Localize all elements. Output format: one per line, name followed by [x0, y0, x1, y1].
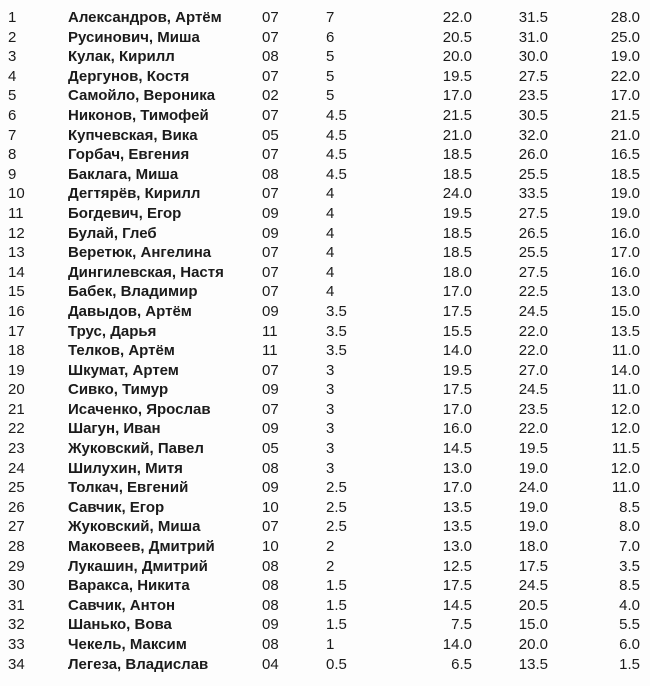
- tiebreak-2-cell: 26.5: [518, 224, 548, 242]
- tiebreak-2-cell: 27.5: [518, 67, 548, 85]
- score-cell: 5: [326, 67, 335, 85]
- tiebreak-2-cell: 22.0: [518, 342, 548, 360]
- tiebreak-1-cell: 7.5: [451, 616, 472, 634]
- name-cell: Шилухин, Митя: [68, 459, 183, 477]
- name-cell: Дегтярёв, Кирилл: [68, 185, 201, 203]
- tiebreak-2-cell: 19.5: [518, 440, 548, 458]
- class-cell: 07: [262, 67, 279, 85]
- class-cell: 11: [262, 342, 278, 360]
- tiebreak-1-cell: 13.0: [442, 538, 472, 556]
- tiebreak-2-cell: 22.5: [518, 283, 548, 301]
- tiebreak-2-cell: 23.5: [518, 400, 548, 418]
- tiebreak-2-cell: 26.0: [518, 146, 548, 164]
- tiebreak-2-cell: 20.5: [518, 596, 548, 614]
- score-cell: 2.5: [326, 518, 347, 536]
- score-cell: 4.5: [326, 165, 347, 183]
- score-cell: 4.5: [326, 146, 347, 164]
- tiebreak-2-cell: 20.0: [518, 636, 548, 653]
- tiebreak-1-cell: 14.5: [442, 440, 472, 458]
- tiebreak-3-cell: 19.0: [610, 48, 640, 66]
- table-row: [0, 557, 650, 577]
- class-cell: 09: [262, 204, 279, 222]
- class-cell: 08: [262, 577, 279, 595]
- class-cell: 08: [262, 636, 279, 653]
- score-cell: 3: [326, 440, 335, 458]
- tiebreak-1-cell: 18.5: [442, 244, 472, 262]
- tiebreak-3-cell: 21.0: [610, 126, 640, 144]
- tiebreak-3-cell: 21.5: [610, 106, 640, 124]
- tiebreak-1-cell: 19.5: [442, 67, 472, 85]
- class-cell: 05: [262, 126, 279, 144]
- score-cell: 1.5: [326, 616, 347, 634]
- score-cell: 2: [326, 538, 335, 556]
- score-cell: 4: [326, 263, 335, 281]
- score-cell: 1: [326, 636, 335, 653]
- tiebreak-3-cell: 19.0: [610, 204, 640, 222]
- tiebreak-2-cell: 18.0: [518, 538, 548, 556]
- name-cell: Александров, Артём: [68, 9, 222, 26]
- rank-cell: 5: [8, 87, 17, 105]
- class-cell: 07: [262, 518, 279, 536]
- score-cell: 3.5: [326, 302, 347, 320]
- table-row: [0, 165, 650, 185]
- table-row: [0, 126, 650, 146]
- table-row: [0, 537, 650, 557]
- rank-cell: 18: [8, 342, 25, 360]
- class-cell: 09: [262, 479, 279, 497]
- class-cell: 09: [262, 616, 279, 634]
- class-cell: 09: [262, 420, 279, 438]
- tiebreak-2-cell: 19.0: [518, 459, 548, 477]
- tiebreak-3-cell: 7.0: [619, 538, 640, 556]
- table-row: [0, 655, 650, 675]
- class-cell: 08: [262, 165, 279, 183]
- tiebreak-2-cell: 25.5: [518, 244, 548, 262]
- class-cell: 05: [262, 440, 279, 458]
- rank-cell: 13: [8, 244, 25, 262]
- rank-cell: 4: [8, 67, 17, 85]
- table-row: [0, 596, 650, 616]
- score-cell: 3.5: [326, 342, 347, 360]
- class-cell: 07: [262, 28, 279, 46]
- tiebreak-1-cell: 14.0: [442, 636, 472, 653]
- tiebreak-1-cell: 20.5: [442, 28, 472, 46]
- table-row: [0, 615, 650, 635]
- name-cell: Варакса, Никита: [68, 577, 190, 595]
- name-cell: Исаченко, Ярослав: [68, 400, 211, 418]
- name-cell: Трус, Дарья: [68, 322, 157, 340]
- class-cell: 08: [262, 596, 279, 614]
- tiebreak-2-cell: 31.5: [518, 9, 548, 26]
- tiebreak-2-cell: 24.5: [518, 381, 548, 399]
- tiebreak-3-cell: 25.0: [610, 28, 640, 46]
- table-row: [0, 302, 650, 322]
- tiebreak-3-cell: 14.0: [610, 361, 640, 379]
- class-cell: 10: [262, 538, 279, 556]
- score-cell: 2.5: [326, 479, 347, 497]
- tiebreak-3-cell: 11.5: [611, 440, 640, 458]
- name-cell: Савчик, Егор: [68, 498, 165, 516]
- rank-cell: 16: [8, 302, 25, 320]
- rank-cell: 9: [8, 165, 17, 183]
- tiebreak-1-cell: 17.0: [442, 400, 472, 418]
- tiebreak-1-cell: 19.5: [442, 204, 472, 222]
- tiebreak-1-cell: 17.5: [442, 302, 472, 320]
- score-cell: 3: [326, 381, 335, 399]
- class-cell: 04: [262, 655, 279, 673]
- tiebreak-2-cell: 17.5: [518, 557, 548, 575]
- name-cell: Маковеев, Дмитрий: [68, 538, 215, 556]
- rank-cell: 1: [8, 9, 17, 26]
- table-row: [0, 400, 650, 420]
- tiebreak-1-cell: 18.5: [442, 165, 472, 183]
- score-cell: 4.5: [326, 126, 347, 144]
- tiebreak-2-cell: 22.0: [518, 322, 548, 340]
- tiebreak-3-cell: 28.0: [610, 9, 640, 26]
- rank-cell: 32: [8, 616, 25, 634]
- table-row: [0, 459, 650, 479]
- name-cell: Жуковский, Павел: [68, 440, 204, 458]
- name-cell: Шагун, Иван: [68, 420, 161, 438]
- rank-cell: 15: [8, 283, 25, 301]
- tiebreak-3-cell: 11.0: [611, 479, 640, 497]
- tiebreak-2-cell: 25.5: [518, 165, 548, 183]
- name-cell: Савчик, Антон: [68, 596, 176, 614]
- table-row: [0, 478, 650, 498]
- class-cell: 09: [262, 302, 279, 320]
- tiebreak-3-cell: 12.0: [610, 400, 640, 418]
- rank-cell: 3: [8, 48, 17, 66]
- table-row: [0, 243, 650, 263]
- tiebreak-2-cell: 27.0: [518, 361, 548, 379]
- tiebreak-1-cell: 21.5: [442, 106, 472, 124]
- tiebreak-3-cell: 19.0: [610, 185, 640, 203]
- class-cell: 10: [262, 498, 279, 516]
- score-cell: 6: [326, 28, 335, 46]
- score-cell: 3: [326, 420, 335, 438]
- tiebreak-3-cell: 12.0: [610, 459, 640, 477]
- rank-cell: 2: [8, 28, 17, 46]
- table-row: [0, 106, 650, 126]
- tiebreak-1-cell: 17.5: [442, 381, 472, 399]
- tiebreak-2-cell: 15.0: [518, 616, 548, 634]
- name-cell: Дергунов, Костя: [68, 67, 190, 85]
- tiebreak-2-cell: 27.5: [518, 204, 548, 222]
- class-cell: 08: [262, 48, 279, 66]
- table-row: [0, 224, 650, 244]
- score-cell: 3: [326, 400, 335, 418]
- name-cell: Дингилевская, Настя: [68, 263, 224, 281]
- table-row: [0, 184, 650, 204]
- rank-cell: 7: [8, 126, 17, 144]
- rank-cell: 33: [8, 636, 25, 653]
- table-row: [0, 517, 650, 537]
- score-cell: 5: [326, 87, 335, 105]
- tiebreak-3-cell: 1.5: [619, 655, 640, 673]
- table-row: [0, 8, 650, 28]
- score-cell: 4: [326, 204, 335, 222]
- tiebreak-3-cell: 8.5: [619, 577, 640, 595]
- score-cell: 2: [326, 557, 335, 575]
- rank-cell: 14: [8, 263, 25, 281]
- class-cell: 09: [262, 224, 279, 242]
- tiebreak-3-cell: 11.0: [611, 381, 640, 399]
- name-cell: Богдевич, Егор: [68, 204, 182, 222]
- tiebreak-3-cell: 16.5: [610, 146, 640, 164]
- name-cell: Давыдов, Артём: [68, 302, 192, 320]
- name-cell: Самойло, Вероника: [68, 87, 216, 105]
- tiebreak-1-cell: 24.0: [442, 185, 472, 203]
- tiebreak-2-cell: 30.0: [518, 48, 548, 66]
- tiebreak-2-cell: 31.0: [518, 28, 548, 46]
- rank-cell: 23: [8, 440, 25, 458]
- rank-cell: 6: [8, 106, 17, 124]
- tiebreak-1-cell: 15.5: [442, 322, 472, 340]
- name-cell: Жуковский, Миша: [68, 518, 201, 536]
- rank-cell: 10: [8, 185, 25, 203]
- name-cell: Веретюк, Ангелина: [68, 244, 212, 262]
- rank-cell: 27: [8, 518, 25, 536]
- rank-cell: 8: [8, 146, 17, 164]
- score-cell: 3: [326, 459, 335, 477]
- class-cell: 07: [262, 185, 279, 203]
- table-row: [0, 28, 650, 48]
- tiebreak-1-cell: 13.5: [442, 498, 472, 516]
- table-row: [0, 498, 650, 518]
- tiebreak-3-cell: 4.0: [619, 596, 640, 614]
- tiebreak-2-cell: 27.5: [518, 263, 548, 281]
- tiebreak-2-cell: 24.5: [518, 302, 548, 320]
- class-cell: 07: [262, 263, 279, 281]
- name-cell: Булай, Глеб: [68, 224, 157, 242]
- tiebreak-1-cell: 6.5: [451, 655, 472, 673]
- tiebreak-1-cell: 20.0: [442, 48, 472, 66]
- score-cell: 1.5: [326, 596, 347, 614]
- table-row: [0, 86, 650, 106]
- name-cell: Толкач, Евгений: [68, 479, 189, 497]
- tiebreak-3-cell: 3.5: [619, 557, 640, 575]
- table-row: [0, 341, 650, 361]
- table-row: [0, 322, 650, 342]
- rank-cell: 12: [8, 224, 25, 242]
- tiebreak-1-cell: 21.0: [442, 126, 472, 144]
- tiebreak-3-cell: 15.0: [610, 302, 640, 320]
- tiebreak-1-cell: 18.0: [442, 263, 472, 281]
- tiebreak-3-cell: 11.0: [611, 342, 640, 360]
- tiebreak-3-cell: 8.0: [619, 518, 640, 536]
- score-cell: 3: [326, 361, 335, 379]
- tiebreak-3-cell: 12.0: [610, 420, 640, 438]
- name-cell: Купчевская, Вика: [68, 126, 198, 144]
- tiebreak-1-cell: 19.5: [442, 361, 472, 379]
- score-cell: 5: [326, 48, 335, 66]
- table-body: [0, 8, 650, 674]
- tiebreak-3-cell: 13.5: [610, 322, 640, 340]
- tiebreak-2-cell: 13.5: [518, 655, 548, 673]
- rank-cell: 20: [8, 381, 25, 399]
- class-cell: 09: [262, 381, 279, 399]
- table-row: [0, 380, 650, 400]
- rank-cell: 30: [8, 577, 25, 595]
- score-cell: 4: [326, 283, 335, 301]
- score-cell: 3.5: [326, 322, 347, 340]
- table-row: [0, 282, 650, 302]
- table-row: [0, 576, 650, 596]
- name-cell: Шанько, Вова: [68, 616, 172, 634]
- tiebreak-1-cell: 13.5: [442, 518, 472, 536]
- score-cell: 4.5: [326, 106, 347, 124]
- name-cell: Легеза, Владислав: [68, 655, 209, 673]
- class-cell: 07: [262, 361, 279, 379]
- rank-cell: 26: [8, 498, 25, 516]
- table-row: [0, 263, 650, 283]
- class-cell: 07: [262, 283, 279, 301]
- name-cell: Кулак, Кирилл: [68, 48, 175, 66]
- tiebreak-3-cell: 13.0: [610, 283, 640, 301]
- class-cell: 07: [262, 400, 279, 418]
- tiebreak-1-cell: 17.5: [442, 577, 472, 595]
- table-row: [0, 145, 650, 165]
- tiebreak-2-cell: 19.0: [518, 498, 548, 516]
- table-row: [0, 67, 650, 87]
- table-row: [0, 419, 650, 439]
- rank-cell: 17: [8, 322, 25, 340]
- tiebreak-3-cell: 5.5: [619, 616, 640, 634]
- tiebreak-3-cell: 8.5: [619, 498, 640, 516]
- tiebreak-1-cell: 18.5: [442, 146, 472, 164]
- tiebreak-1-cell: 13.0: [442, 459, 472, 477]
- class-cell: 11: [262, 322, 278, 340]
- score-cell: 0.5: [326, 655, 347, 673]
- rank-cell: 31: [8, 596, 25, 614]
- tiebreak-1-cell: 17.0: [442, 479, 472, 497]
- class-cell: 07: [262, 9, 279, 26]
- tiebreak-2-cell: 24.5: [518, 577, 548, 595]
- tiebreak-3-cell: 17.0: [610, 87, 640, 105]
- name-cell: Телков, Артём: [68, 342, 175, 360]
- class-cell: 08: [262, 459, 279, 477]
- tiebreak-3-cell: 18.5: [610, 165, 640, 183]
- tiebreak-2-cell: 23.5: [518, 87, 548, 105]
- tiebreak-3-cell: 16.0: [610, 224, 640, 242]
- name-cell: Шкумат, Артем: [68, 361, 179, 379]
- tiebreak-1-cell: 14.0: [442, 342, 472, 360]
- name-cell: Сивко, Тимур: [68, 381, 169, 399]
- tiebreak-1-cell: 22.0: [442, 9, 472, 26]
- rank-cell: 22: [8, 420, 25, 438]
- tiebreak-3-cell: 17.0: [610, 244, 640, 262]
- class-cell: 08: [262, 557, 279, 575]
- class-cell: 07: [262, 244, 279, 262]
- tiebreak-1-cell: 17.0: [442, 87, 472, 105]
- score-cell: 4: [326, 185, 335, 203]
- rank-cell: 11: [8, 204, 24, 222]
- table-row: [0, 47, 650, 67]
- table-row: [0, 635, 650, 655]
- tiebreak-3-cell: 22.0: [610, 67, 640, 85]
- tiebreak-1-cell: 14.5: [442, 596, 472, 614]
- tiebreak-2-cell: 19.0: [518, 518, 548, 536]
- tiebreak-2-cell: 24.0: [518, 479, 548, 497]
- tiebreak-2-cell: 32.0: [518, 126, 548, 144]
- tiebreak-1-cell: 18.5: [442, 224, 472, 242]
- tiebreak-2-cell: 30.5: [518, 106, 548, 124]
- table-row: [0, 204, 650, 224]
- name-cell: Бабек, Владимир: [68, 283, 198, 301]
- rank-cell: 25: [8, 479, 25, 497]
- tiebreak-1-cell: 17.0: [442, 283, 472, 301]
- tiebreak-1-cell: 16.0: [442, 420, 472, 438]
- name-cell: Баклага, Миша: [68, 165, 179, 183]
- class-cell: 02: [262, 87, 279, 105]
- rank-cell: 28: [8, 538, 25, 556]
- rank-cell: 19: [8, 361, 25, 379]
- name-cell: Горбач, Евгения: [68, 146, 190, 164]
- tiebreak-2-cell: 22.0: [518, 420, 548, 438]
- score-cell: 1.5: [326, 577, 347, 595]
- name-cell: Никонов, Тимофей: [68, 106, 209, 124]
- tiebreak-2-cell: 33.5: [518, 185, 548, 203]
- score-cell: 2.5: [326, 498, 347, 516]
- name-cell: Русинович, Миша: [68, 28, 200, 46]
- score-cell: 4: [326, 244, 335, 262]
- class-cell: 07: [262, 146, 279, 164]
- name-cell: Чекель, Максим: [68, 636, 187, 653]
- name-cell: Лукашин, Дмитрий: [68, 557, 208, 575]
- class-cell: 07: [262, 106, 279, 124]
- rank-cell: 34: [8, 655, 25, 673]
- tiebreak-3-cell: 16.0: [610, 263, 640, 281]
- score-cell: 4: [326, 224, 335, 242]
- rank-cell: 29: [8, 557, 25, 575]
- tiebreak-1-cell: 12.5: [442, 557, 472, 575]
- score-cell: 7: [326, 9, 335, 26]
- table-row: [0, 361, 650, 381]
- rank-cell: 21: [8, 400, 25, 418]
- rank-cell: 24: [8, 459, 25, 477]
- table-row: [0, 439, 650, 459]
- tiebreak-3-cell: 6.0: [619, 636, 640, 653]
